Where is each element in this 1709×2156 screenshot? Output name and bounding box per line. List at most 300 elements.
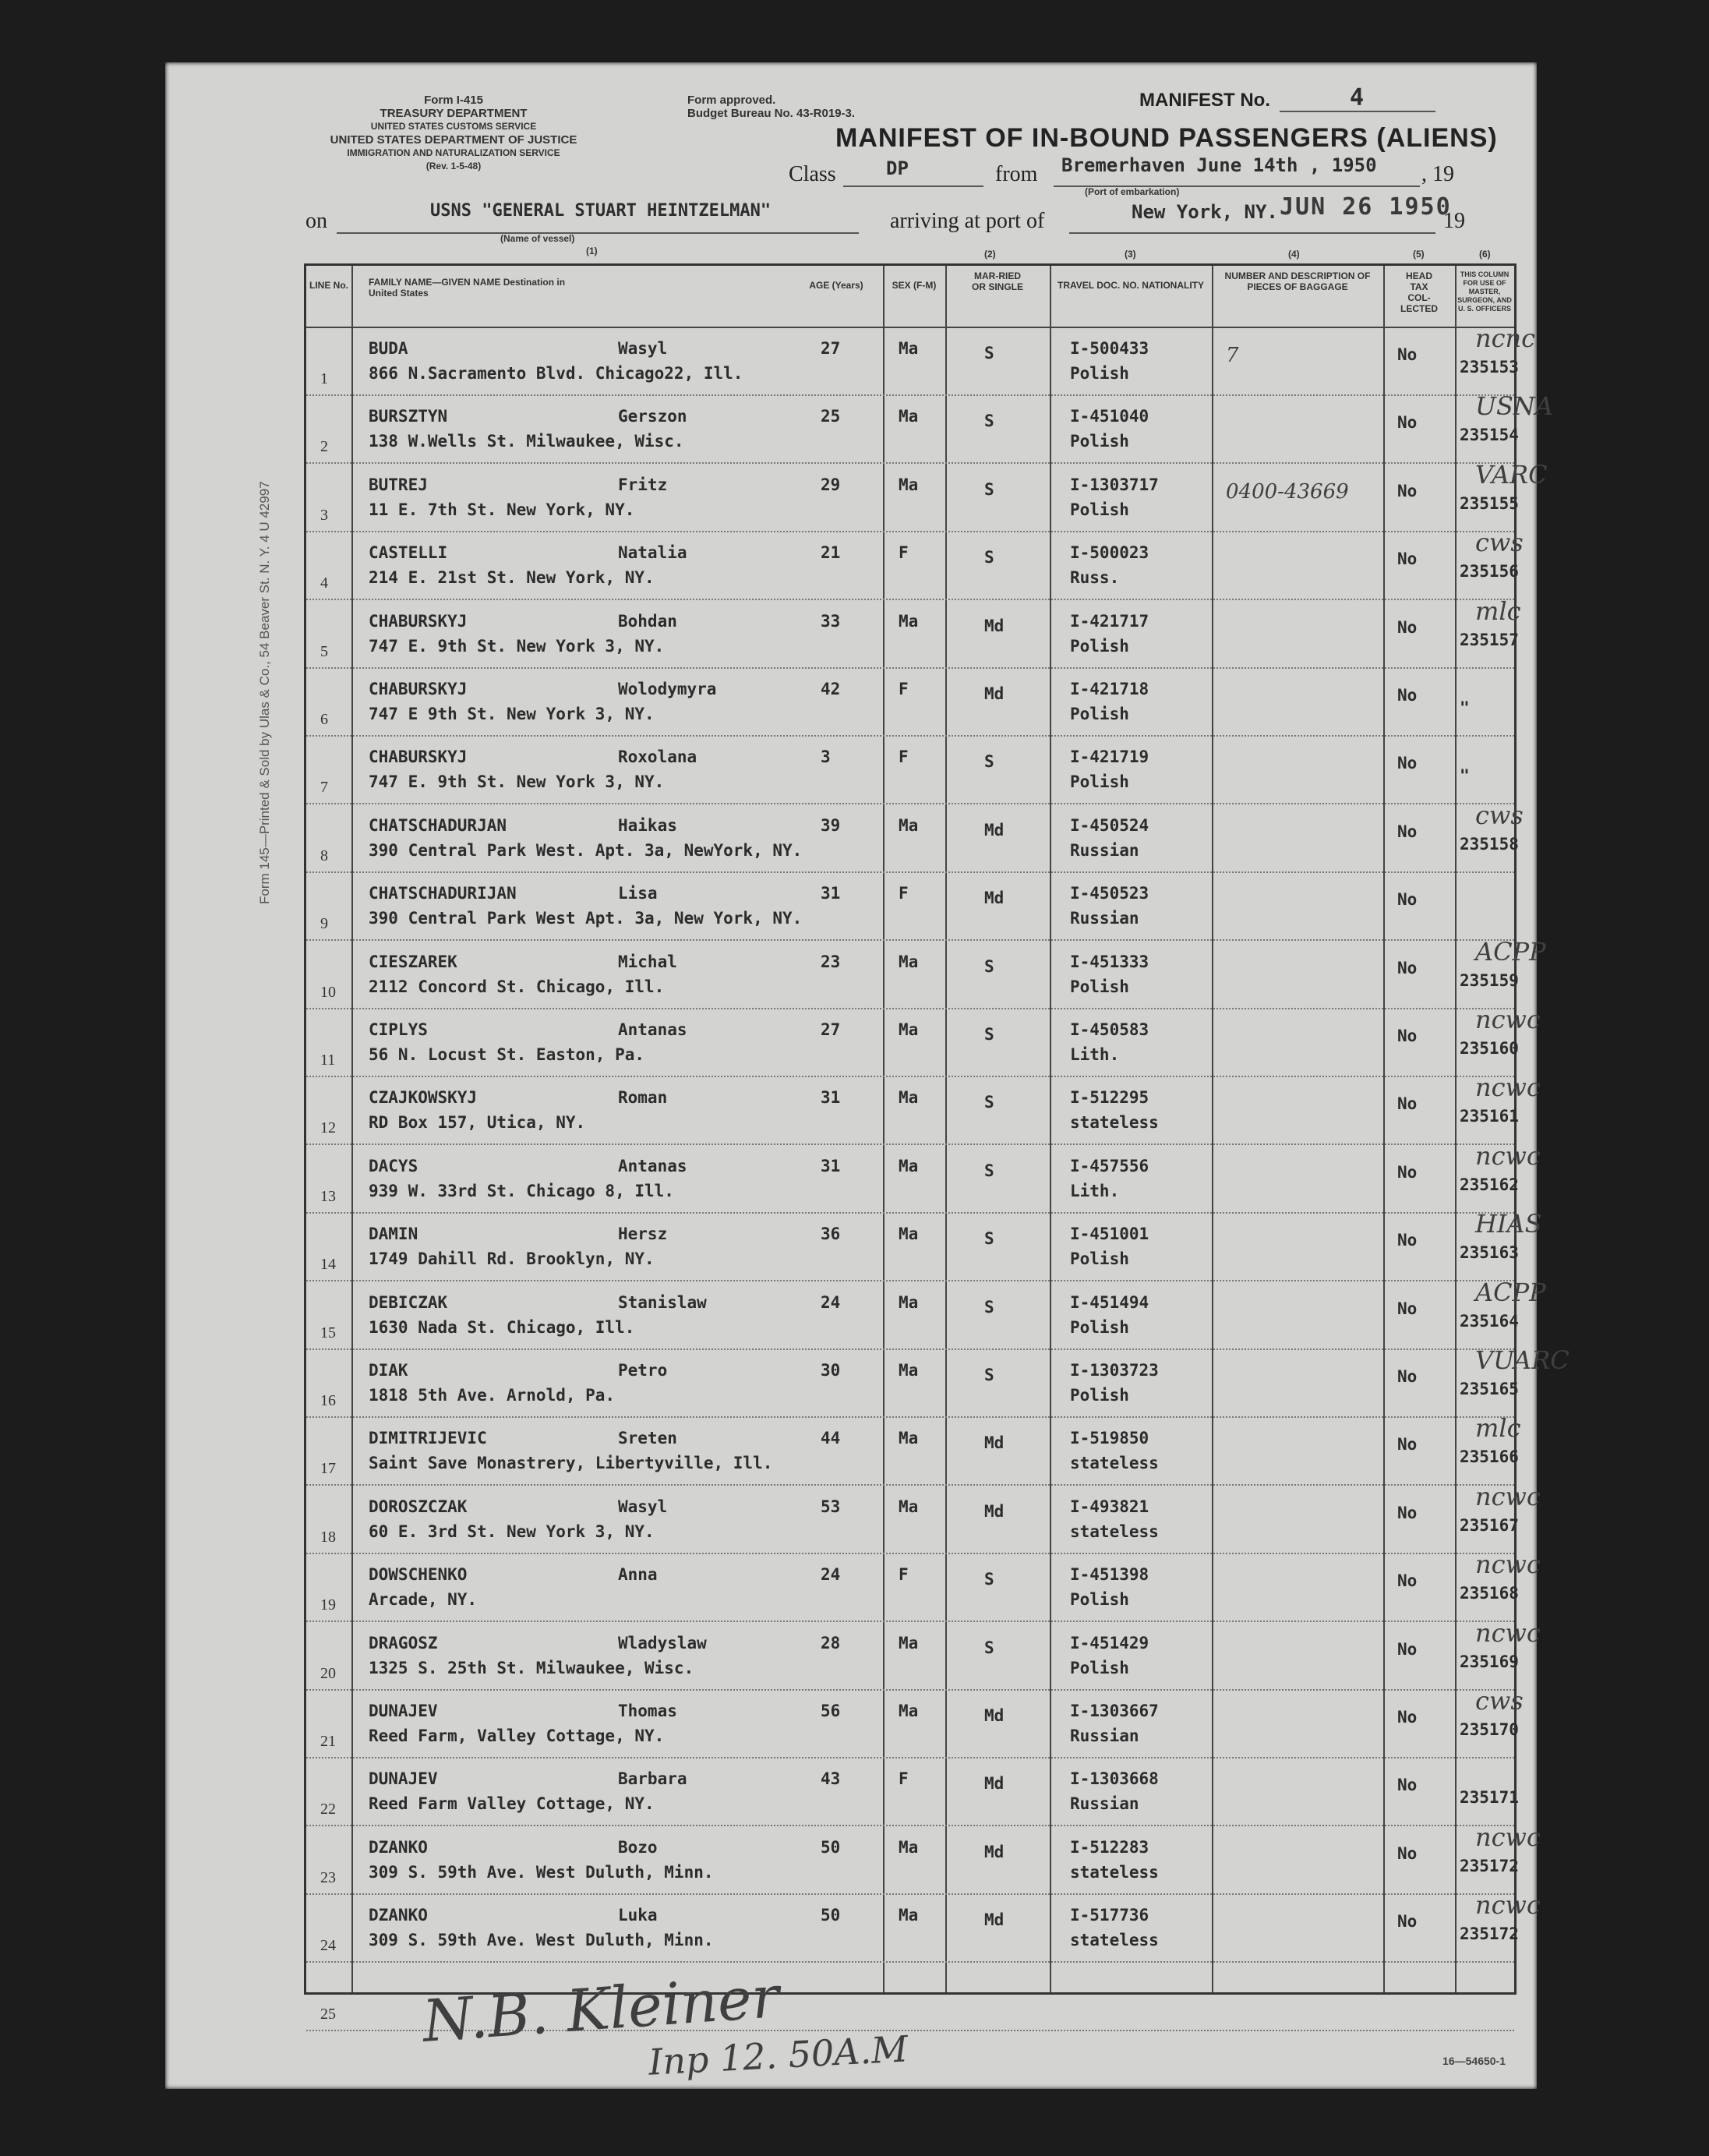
table-row bbox=[306, 936, 1546, 1009]
head-tax: No bbox=[1397, 481, 1418, 500]
family-name: CHABURSKYJ bbox=[369, 748, 468, 767]
line-number: 1 bbox=[320, 370, 328, 387]
officer-handwriting: ncwc bbox=[1475, 1073, 1541, 1103]
class-label: Class bbox=[789, 162, 836, 186]
age: 50 bbox=[821, 1906, 841, 1925]
officer-signature: N.B. Kleiner bbox=[420, 1963, 782, 2055]
class-line bbox=[843, 186, 983, 187]
travel-doc-no: I-519850 bbox=[1070, 1429, 1149, 1448]
age: 50 bbox=[821, 1837, 841, 1857]
family-name: CHATSCHADURJAN bbox=[369, 815, 507, 835]
travel-doc-no: I-421717 bbox=[1070, 611, 1149, 631]
line-number: 19 bbox=[320, 1596, 336, 1614]
head-tax: No bbox=[1397, 822, 1418, 841]
table-row bbox=[306, 1550, 1541, 1622]
family-name: CHATSCHADURIJAN bbox=[369, 884, 517, 903]
age: 21 bbox=[821, 543, 841, 563]
destination: 747 E. 9th St. New York 3, NY. bbox=[369, 636, 665, 656]
head-tax: No bbox=[1397, 1912, 1418, 1932]
line-number: 10 bbox=[320, 983, 336, 1001]
officer-handwriting: cws bbox=[1475, 1686, 1524, 1716]
head-tax: No bbox=[1397, 1571, 1418, 1591]
nationality: stateless bbox=[1070, 1862, 1159, 1882]
destination: 1749 Dahill Rd. Brooklyn, NY. bbox=[369, 1249, 655, 1269]
nationality: Russian bbox=[1070, 1727, 1139, 1745]
marital-status: S bbox=[984, 1638, 994, 1657]
col-number-2: (2) bbox=[984, 249, 996, 260]
travel-doc-no: I-500433 bbox=[1070, 339, 1149, 358]
given-name: Antanas bbox=[618, 1156, 687, 1175]
officer-handwriting: USNA bbox=[1475, 391, 1553, 422]
travel-doc-no: I-450523 bbox=[1070, 884, 1149, 903]
line-number: 3 bbox=[320, 506, 328, 524]
travel-doc-no: I-493821 bbox=[1070, 1497, 1149, 1516]
officer-handwriting: cws bbox=[1475, 528, 1524, 558]
marital-status: S bbox=[984, 1161, 994, 1180]
officer-number: 235156 bbox=[1460, 562, 1519, 581]
destination: 2112 Concord St. Chicago, Ill. bbox=[369, 977, 665, 996]
class-value: DP bbox=[886, 157, 909, 179]
table-row bbox=[306, 1140, 1541, 1214]
line-number: 5 bbox=[320, 642, 328, 660]
head-tax: No bbox=[1397, 550, 1418, 569]
given-name: Luka bbox=[618, 1906, 658, 1925]
sex: Ma bbox=[899, 815, 919, 835]
baggage: 0400-43669 bbox=[1226, 479, 1349, 504]
destination: 1325 S. 25th St. Milwaukee, Wisc. bbox=[369, 1658, 694, 1677]
line-number: 23 bbox=[320, 1868, 336, 1886]
family-name: DIMITRIJEVIC bbox=[369, 1429, 487, 1448]
head-tax: No bbox=[1397, 686, 1418, 705]
arriving-port: New York, NY. bbox=[1132, 201, 1278, 223]
officer-handwriting: VUARC bbox=[1475, 1345, 1570, 1375]
family-name: DACYS bbox=[369, 1156, 418, 1175]
age: 31 bbox=[821, 1156, 841, 1175]
treasury-dept: TREASURY DEPARTMENT bbox=[380, 107, 528, 120]
sex: F bbox=[899, 680, 909, 698]
vessel-note: (Name of vessel) bbox=[500, 233, 575, 244]
line-number: 4 bbox=[320, 574, 328, 592]
marital-status: S bbox=[984, 1570, 994, 1589]
manifest-page bbox=[165, 62, 1570, 2089]
nationality: Polish bbox=[1070, 1658, 1129, 1677]
given-name: Anna bbox=[618, 1565, 658, 1585]
nationality: Polish bbox=[1070, 1249, 1129, 1269]
officer-number: 235164 bbox=[1460, 1311, 1519, 1331]
table-row bbox=[306, 1345, 1570, 1418]
sex: F bbox=[899, 884, 909, 903]
head-tax: No bbox=[1397, 1162, 1418, 1182]
officer-handwriting: mlc bbox=[1475, 1413, 1521, 1444]
line-number: 17 bbox=[320, 1460, 336, 1478]
officer-number: 235161 bbox=[1460, 1107, 1519, 1126]
destination: 56 N. Locust St. Easton, Pa. bbox=[369, 1045, 645, 1064]
col-header-line: LINE No. bbox=[309, 280, 348, 291]
col-number-3: (3) bbox=[1125, 249, 1136, 260]
year-suffix: , 19 bbox=[1421, 162, 1454, 186]
manifest-no-value: 4 bbox=[1350, 84, 1365, 111]
printer-note: Form 145—Printed & Sold by Ulas & Co., 54 Beaver St. N. Y. 4 U 42997 bbox=[257, 481, 272, 904]
line-number: 11 bbox=[320, 1051, 336, 1069]
officer-number: 235160 bbox=[1460, 1039, 1519, 1058]
justice-dept: UNITED STATES DEPARTMENT OF JUSTICE bbox=[330, 133, 577, 147]
family-name: CASTELLI bbox=[369, 543, 448, 563]
officer-number: 235171 bbox=[1460, 1788, 1519, 1808]
given-name: Stanislaw bbox=[618, 1292, 707, 1312]
destination: Reed Farm Valley Cottage, NY. bbox=[369, 1794, 655, 1814]
line-number: 6 bbox=[320, 711, 328, 728]
col-number-5: (5) bbox=[1413, 249, 1425, 260]
baggage: 7 bbox=[1226, 344, 1239, 367]
travel-doc-no: I-421718 bbox=[1070, 680, 1149, 698]
travel-doc-no: I-451429 bbox=[1070, 1633, 1149, 1652]
officer-number: " bbox=[1460, 766, 1470, 786]
head-tax: No bbox=[1397, 1094, 1418, 1114]
marital-status: Md bbox=[984, 889, 1005, 908]
nationality: Russ. bbox=[1070, 568, 1120, 588]
family-name: BURSZTYN bbox=[369, 407, 448, 426]
given-name: Bohdan bbox=[618, 611, 677, 631]
arrival-year-suffix: 19 bbox=[1443, 209, 1465, 233]
table-row bbox=[306, 528, 1524, 600]
officer-number: 235157 bbox=[1460, 630, 1519, 649]
officer-handwriting: ncwc bbox=[1475, 1550, 1541, 1580]
nationality: Polish bbox=[1070, 636, 1129, 656]
destination: 747 E 9th St. New York 3, NY. bbox=[369, 705, 655, 723]
travel-doc-no: I-451001 bbox=[1070, 1225, 1149, 1244]
officer-number: 235172 bbox=[1460, 1924, 1519, 1944]
officer-handwriting: ncwc bbox=[1475, 1822, 1541, 1852]
table-row bbox=[306, 1822, 1541, 1895]
nationality: Polish bbox=[1070, 364, 1129, 383]
marital-status: Md bbox=[984, 1774, 1005, 1794]
marital-status: Md bbox=[984, 1842, 1005, 1861]
col-header-age: AGE (Years) bbox=[809, 280, 863, 291]
family-name: DAMIN bbox=[369, 1225, 418, 1244]
family-name: DUNAJEV bbox=[369, 1702, 438, 1720]
sex: Ma bbox=[899, 475, 919, 494]
age: 27 bbox=[821, 1020, 841, 1039]
age: 30 bbox=[821, 1361, 841, 1380]
age: 36 bbox=[821, 1225, 841, 1244]
line-number: 21 bbox=[320, 1733, 336, 1750]
table-row bbox=[306, 459, 1548, 532]
sex: Ma bbox=[899, 611, 919, 631]
family-name: CZAJKOWSKYJ bbox=[369, 1088, 478, 1108]
given-name: Thomas bbox=[618, 1702, 677, 1720]
head-tax: No bbox=[1397, 1708, 1418, 1727]
table-row bbox=[306, 1757, 1519, 1826]
col-number-6: (6) bbox=[1479, 249, 1491, 260]
destination: 390 Central Park West Apt. 3a, New York, NY. bbox=[369, 909, 803, 928]
age: 31 bbox=[821, 884, 841, 903]
sex: F bbox=[899, 543, 909, 563]
given-name: Wolodymyra bbox=[618, 680, 717, 698]
nationality: Polish bbox=[1070, 1317, 1129, 1337]
age: 43 bbox=[821, 1769, 841, 1789]
table-row bbox=[306, 391, 1553, 464]
given-name: Fritz bbox=[618, 475, 668, 494]
head-tax: No bbox=[1397, 1639, 1418, 1659]
sex: Ma bbox=[899, 339, 919, 358]
age: 56 bbox=[821, 1702, 841, 1720]
officer-number: 235154 bbox=[1460, 426, 1519, 445]
col-header-headtax: HEAD TAX COL-LECTED bbox=[1400, 270, 1438, 314]
head-tax: No bbox=[1397, 345, 1418, 364]
marital-status: S bbox=[984, 1366, 994, 1384]
given-name: Sreten bbox=[618, 1429, 677, 1448]
destination: Reed Farm, Valley Cottage, NY. bbox=[369, 1727, 665, 1745]
sex: Ma bbox=[899, 1906, 919, 1925]
destination: 1818 5th Ave. Arnold, Pa. bbox=[369, 1386, 616, 1405]
arrival-date-stamp: JUN 26 1950 bbox=[1280, 193, 1452, 221]
destination: 214 E. 21st St. New York, NY. bbox=[369, 568, 655, 588]
nationality: Polish bbox=[1070, 772, 1129, 792]
travel-doc-no: I-1303723 bbox=[1070, 1361, 1159, 1380]
revision: (Rev. 1-5-48) bbox=[425, 161, 482, 171]
sex: Ma bbox=[899, 1020, 919, 1039]
head-tax: No bbox=[1397, 413, 1418, 433]
head-tax: No bbox=[1397, 1843, 1418, 1863]
nationality: stateless bbox=[1070, 1931, 1159, 1950]
officer-handwriting: ncnc bbox=[1475, 323, 1536, 353]
line-number: 13 bbox=[320, 1187, 336, 1205]
travel-doc-no: I-500023 bbox=[1070, 543, 1149, 563]
officer-handwriting: ncwc bbox=[1475, 1140, 1541, 1171]
col-header-officers: THIS COLUMN FOR USE OF MASTER, SURGEON, AND U. S. OFFICERS bbox=[1457, 270, 1512, 313]
nationality: Lith. bbox=[1070, 1045, 1120, 1064]
marital-status: Md bbox=[984, 616, 1005, 635]
given-name: Wasyl bbox=[618, 1497, 668, 1516]
marital-status: S bbox=[984, 412, 994, 431]
officer-handwriting: ACPP bbox=[1475, 936, 1546, 967]
family-name: CIESZAREK bbox=[369, 952, 457, 971]
officer-number: 235155 bbox=[1460, 493, 1519, 513]
family-name: DZANKO bbox=[369, 1906, 428, 1925]
table-row bbox=[306, 1617, 1541, 1691]
destination: 309 S. 59th Ave. West Duluth, Minn. bbox=[369, 1862, 714, 1882]
officer-number: 235163 bbox=[1460, 1243, 1519, 1263]
sex: Ma bbox=[899, 952, 919, 971]
head-tax: No bbox=[1397, 1299, 1418, 1318]
col-header-travel: TRAVEL DOC. NO. NATIONALITY bbox=[1058, 280, 1204, 291]
marital-status: Md bbox=[984, 820, 1005, 839]
family-name: DUNAJEV bbox=[369, 1769, 438, 1789]
table-row bbox=[306, 1481, 1541, 1554]
nationality: Russian bbox=[1070, 909, 1139, 928]
table-row bbox=[306, 596, 1521, 669]
nationality: Polish bbox=[1070, 977, 1129, 996]
vessel-line bbox=[337, 232, 859, 234]
destination: 747 E. 9th St. New York 3, NY. bbox=[369, 772, 665, 792]
nationality: Polish bbox=[1070, 1386, 1129, 1405]
sex: Ma bbox=[899, 1633, 919, 1652]
officer-handwriting: VARC bbox=[1475, 459, 1548, 490]
nationality: stateless bbox=[1070, 1113, 1159, 1133]
destination: 390 Central Park West. Apt. 3a, NewYork, NY. bbox=[369, 840, 803, 860]
head-tax: No bbox=[1397, 754, 1418, 773]
table-header bbox=[306, 249, 1514, 328]
from-label: from bbox=[995, 162, 1038, 186]
sex: Ma bbox=[899, 1361, 919, 1380]
form-approval bbox=[687, 94, 855, 120]
sex: F bbox=[899, 1769, 909, 1789]
customs-service: UNITED STATES CUSTOMS SERVICE bbox=[370, 121, 537, 132]
head-tax: No bbox=[1397, 1776, 1418, 1795]
manifest-no-label: MANIFEST No. bbox=[1139, 90, 1270, 111]
budget-line: Budget Bureau No. 43-R019-3. bbox=[687, 107, 856, 120]
age: 42 bbox=[821, 680, 841, 698]
destination: 1630 Nada St. Chicago, Ill. bbox=[369, 1317, 635, 1337]
given-name: Antanas bbox=[618, 1020, 687, 1039]
head-tax: No bbox=[1397, 1435, 1418, 1454]
sex: Ma bbox=[899, 407, 919, 426]
head-tax: No bbox=[1397, 1367, 1418, 1386]
family-name: BUTREJ bbox=[369, 475, 428, 494]
nationality: Polish bbox=[1070, 500, 1129, 519]
officer-number: 235162 bbox=[1460, 1175, 1519, 1194]
age: 31 bbox=[821, 1088, 841, 1108]
destination: 11 E. 7th St. New York, NY. bbox=[369, 500, 635, 519]
officer-handwriting: ncwc bbox=[1475, 1481, 1541, 1511]
age: 29 bbox=[821, 475, 841, 494]
col-header-baggage: NUMBER AND DESCRIPTION OF PIECES OF BAGGAGE bbox=[1224, 270, 1371, 292]
line-number: 14 bbox=[320, 1256, 336, 1274]
officer-number: 235170 bbox=[1460, 1720, 1519, 1739]
vessel-name: USNS "GENERAL STUART HEINTZELMAN" bbox=[430, 201, 772, 221]
ins-name: IMMIGRATION AND NATURALIZATION SERVICE bbox=[347, 147, 560, 158]
footer-code: 16—54650-1 bbox=[1442, 2055, 1506, 2067]
marital-status: S bbox=[984, 344, 994, 362]
age: 28 bbox=[821, 1633, 841, 1652]
destination: 309 S. 59th Ave. West Duluth, Minn. bbox=[369, 1931, 714, 1950]
travel-doc-no: I-512295 bbox=[1070, 1088, 1149, 1108]
marital-status: Md bbox=[984, 684, 1005, 703]
col1-number: (1) bbox=[586, 246, 598, 256]
marital-status: S bbox=[984, 479, 994, 499]
officer-handwriting: cws bbox=[1475, 800, 1524, 830]
marital-status: S bbox=[984, 956, 994, 976]
nationality: stateless bbox=[1070, 1522, 1159, 1541]
family-name: DZANKO bbox=[369, 1837, 428, 1857]
officer-handwriting: ncwc bbox=[1475, 1890, 1541, 1921]
given-name: Roman bbox=[618, 1088, 668, 1108]
form-number: Form I-415 bbox=[424, 94, 483, 107]
family-name: CIPLYS bbox=[369, 1020, 428, 1039]
officer-number: 235167 bbox=[1460, 1515, 1519, 1535]
arriving-label: arriving at port of bbox=[890, 209, 1045, 233]
marital-status: Md bbox=[984, 1706, 1005, 1725]
col-header-married: MAR-RIED OR SINGLE bbox=[971, 270, 1023, 292]
col-header-sex: SEX (F-M) bbox=[892, 280, 937, 291]
officer-handwriting: ncwc bbox=[1475, 1005, 1541, 1034]
travel-doc-no: I-421719 bbox=[1070, 748, 1149, 767]
table-row bbox=[306, 871, 1514, 941]
officer-handwriting: ncwc bbox=[1475, 1617, 1541, 1648]
nationality: Polish bbox=[1070, 1590, 1129, 1610]
nationality: stateless bbox=[1070, 1454, 1159, 1473]
nationality: Polish bbox=[1070, 432, 1129, 451]
officer-number: " bbox=[1460, 698, 1470, 717]
marital-status: S bbox=[984, 1229, 994, 1249]
age: 27 bbox=[821, 339, 841, 358]
family-name: CHABURSKYJ bbox=[369, 680, 468, 698]
table-row bbox=[306, 1209, 1542, 1281]
officer-handwriting: mlc bbox=[1475, 596, 1521, 626]
line-number: 8 bbox=[320, 846, 328, 864]
officer-number: 235168 bbox=[1460, 1584, 1519, 1603]
line-number: 12 bbox=[320, 1119, 336, 1137]
destination: 60 E. 3rd St. New York 3, NY. bbox=[369, 1522, 655, 1541]
given-name: Haikas bbox=[618, 815, 677, 835]
line-number: 7 bbox=[320, 779, 328, 797]
marital-status: Md bbox=[984, 1433, 1005, 1453]
age: 44 bbox=[821, 1429, 841, 1448]
sex: Ma bbox=[899, 1292, 919, 1312]
sex: Ma bbox=[899, 1225, 919, 1244]
officer-number: 235165 bbox=[1460, 1380, 1519, 1398]
nationality: Russian bbox=[1070, 1794, 1139, 1814]
sex: Ma bbox=[899, 1702, 919, 1720]
officer-number: 235153 bbox=[1460, 358, 1519, 376]
from-value: Bremerhaven June 14th , 1950 bbox=[1061, 154, 1377, 176]
table-row bbox=[306, 1890, 1541, 1963]
table-row bbox=[306, 1073, 1541, 1145]
table-row bbox=[306, 735, 1514, 804]
head-tax: No bbox=[1397, 1027, 1418, 1045]
travel-doc-no: I-1303667 bbox=[1070, 1702, 1159, 1720]
family-name: DRAGOSZ bbox=[369, 1633, 438, 1652]
family-name: DOROSZCZAK bbox=[369, 1497, 468, 1516]
travel-doc-no: I-451333 bbox=[1070, 952, 1149, 971]
given-name: Petro bbox=[618, 1361, 668, 1380]
line-number: 22 bbox=[320, 1801, 336, 1818]
given-name: Lisa bbox=[618, 884, 658, 903]
line-number: 18 bbox=[320, 1528, 336, 1546]
destination: Saint Save Monastrery, Libertyville, Ill. bbox=[369, 1454, 773, 1473]
line-number: 25 bbox=[320, 2005, 336, 2023]
sex: Ma bbox=[899, 1088, 919, 1108]
travel-doc-no: I-457556 bbox=[1070, 1156, 1149, 1175]
destination: 866 N.Sacramento Blvd. Chicago22, Ill. bbox=[369, 364, 743, 383]
sex: Ma bbox=[899, 1156, 919, 1175]
officer-number: 235172 bbox=[1460, 1856, 1519, 1875]
age: 3 bbox=[821, 748, 831, 767]
age: 23 bbox=[821, 952, 841, 971]
head-tax: No bbox=[1397, 958, 1418, 977]
line-number: 24 bbox=[320, 1937, 336, 1955]
table-row bbox=[306, 800, 1524, 873]
travel-doc-no: I-450583 bbox=[1070, 1020, 1149, 1039]
travel-doc-no: I-450524 bbox=[1070, 815, 1149, 835]
manifest-title: MANIFEST OF IN-BOUND PASSENGERS (ALIENS) bbox=[835, 123, 1498, 153]
col-number-4: (4) bbox=[1288, 249, 1300, 260]
destination: 138 W.Wells St. Milwaukee, Wisc. bbox=[369, 432, 684, 451]
line-number: 9 bbox=[320, 915, 328, 933]
officer-number: 235159 bbox=[1460, 970, 1519, 990]
given-name: Barbara bbox=[618, 1769, 687, 1789]
port-line bbox=[1069, 232, 1435, 234]
table-row bbox=[306, 1686, 1524, 1758]
line-number: 20 bbox=[320, 1664, 336, 1682]
nationality: Lith. bbox=[1070, 1181, 1120, 1200]
given-name: Bozo bbox=[618, 1837, 658, 1857]
head-tax: No bbox=[1397, 1231, 1418, 1250]
head-tax: No bbox=[1397, 1503, 1418, 1522]
on-label: on bbox=[305, 209, 327, 233]
travel-doc-no: I-451494 bbox=[1070, 1292, 1149, 1312]
family-name: DIAK bbox=[369, 1361, 408, 1380]
